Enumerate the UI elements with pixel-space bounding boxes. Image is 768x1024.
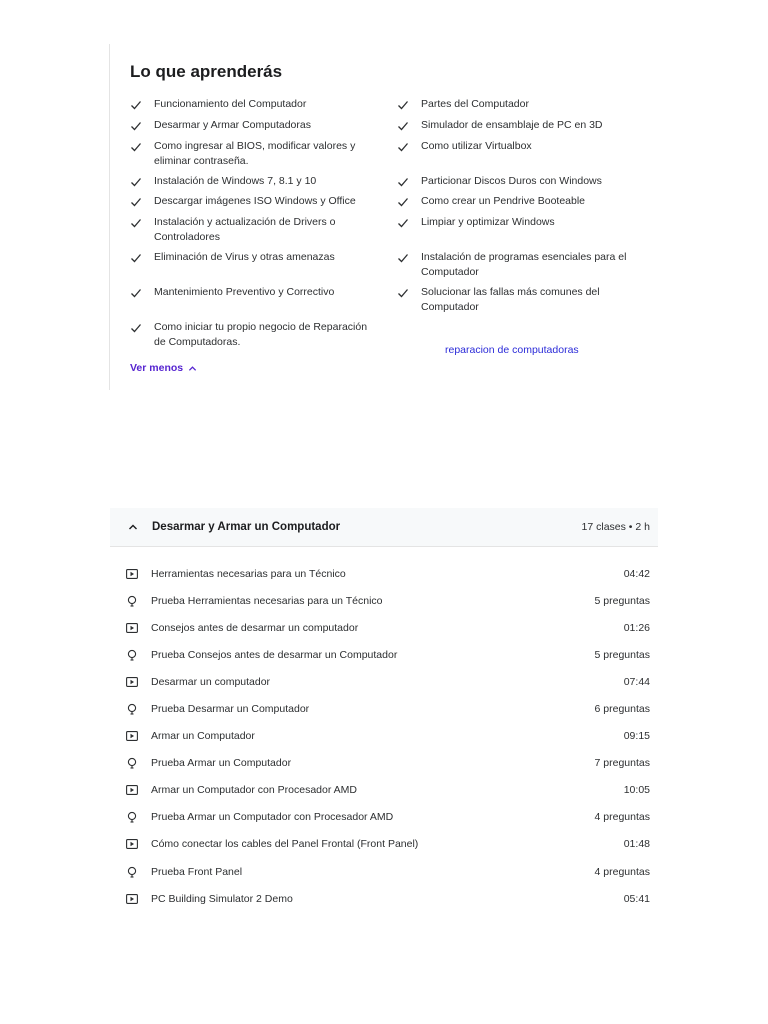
lecture-duration: 01:48	[623, 838, 650, 851]
lecture-item[interactable]	[126, 560, 650, 587]
play-icon	[126, 893, 138, 905]
lecture-title: Armar un Computador con Procesador AMD	[151, 784, 358, 797]
check-icon	[130, 176, 142, 188]
curriculum-section	[110, 508, 658, 547]
lecture-title: Prueba Herramientas necesarias para un Técnico	[151, 594, 383, 607]
lecture-title: PC Building Simulator 2 Demo	[151, 892, 293, 905]
section-title: Desarmar y Armar un Computador	[152, 521, 341, 533]
check-icon	[130, 120, 142, 132]
check-icon	[397, 252, 409, 264]
lecture-duration: 07:44	[623, 675, 650, 688]
learn-item: Mantenimiento Preventivo y Correctivo	[130, 285, 370, 300]
lecture-item[interactable]	[126, 804, 650, 831]
check-icon	[397, 196, 409, 208]
chevron-up-icon	[188, 364, 197, 373]
lecture-item[interactable]	[126, 695, 650, 722]
lecture-item[interactable]	[126, 641, 650, 668]
learn-item: Como utilizar Virtualbox	[397, 139, 637, 154]
play-icon	[126, 838, 138, 850]
see-less-button[interactable]	[130, 362, 197, 374]
lecture-list	[126, 560, 650, 912]
check-icon	[130, 252, 142, 264]
check-icon	[130, 322, 142, 334]
check-icon	[397, 287, 409, 299]
lecture-title: Desarmar un computador	[151, 675, 271, 688]
lecture-item[interactable]	[126, 750, 650, 777]
lecture-item[interactable]	[126, 587, 650, 614]
quiz-icon	[126, 703, 138, 715]
check-icon	[130, 217, 142, 229]
lecture-item[interactable]	[126, 858, 650, 885]
learn-item: Instalación de programas esenciales para el Computador	[397, 250, 637, 280]
section-header[interactable]	[110, 508, 658, 547]
play-icon	[126, 730, 138, 742]
lecture-title: Prueba Armar un Computador con Procesador AMD	[151, 811, 394, 824]
quiz-icon	[126, 649, 138, 661]
learn-item: Simulador de ensamblaje de PC en 3D	[397, 118, 637, 133]
check-icon	[397, 99, 409, 111]
check-icon	[397, 141, 409, 153]
check-icon	[130, 99, 142, 111]
lecture-title: Prueba Consejos antes de desarmar un Computador	[151, 648, 398, 661]
play-icon	[126, 784, 138, 796]
play-icon	[126, 676, 138, 688]
learn-item: Funcionamiento del Computador	[130, 97, 370, 112]
lecture-title: Prueba Front Panel	[151, 865, 243, 878]
lecture-duration: 6 preguntas	[594, 703, 650, 716]
lecture-duration: 10:05	[623, 784, 650, 797]
course-link[interactable]: reparacion de computadoras	[445, 344, 579, 356]
learn-title: Lo que aprenderás	[130, 62, 283, 81]
learn-item: Partes del Computador	[397, 97, 637, 112]
play-icon	[126, 622, 138, 634]
learn-item: Eliminación de Virus y otras amenazas	[130, 250, 370, 265]
learn-item: Instalación y actualización de Drivers o Controladores	[130, 215, 370, 245]
check-icon	[130, 287, 142, 299]
quiz-icon	[126, 866, 138, 878]
learn-item: Particionar Discos Duros con Windows	[397, 174, 637, 189]
quiz-icon	[126, 811, 138, 823]
lecture-duration: 09:15	[623, 730, 650, 743]
lecture-title: Cómo conectar los cables del Panel Frontal (Front Panel)	[151, 838, 419, 851]
lecture-item[interactable]	[126, 668, 650, 695]
learn-item: Como crear un Pendrive Booteable	[397, 194, 637, 209]
lecture-item[interactable]	[126, 614, 650, 641]
lecture-duration: 04:42	[623, 567, 650, 580]
quiz-icon	[126, 757, 138, 769]
lecture-duration: 7 preguntas	[594, 757, 650, 770]
lecture-duration: 4 preguntas	[594, 811, 650, 824]
check-icon	[130, 196, 142, 208]
lecture-item[interactable]	[126, 885, 650, 912]
lecture-item[interactable]	[126, 831, 650, 858]
see-less-label: Ver menos	[130, 362, 184, 374]
lecture-title: Prueba Desarmar un Computador	[151, 703, 310, 716]
lecture-item[interactable]	[126, 723, 650, 750]
lecture-duration: 05:41	[623, 892, 650, 905]
play-icon	[126, 568, 138, 580]
lecture-duration: 4 preguntas	[594, 865, 650, 878]
lecture-duration: 5 preguntas	[594, 648, 650, 661]
learn-item: Descargar imágenes ISO Windows y Office	[130, 194, 370, 209]
what-you-will-learn	[109, 44, 669, 390]
quiz-icon	[126, 595, 138, 607]
lecture-item[interactable]	[126, 777, 650, 804]
lecture-title: Armar un Computador	[151, 730, 255, 743]
lecture-title: Herramientas necesarias para un Técnico	[151, 567, 346, 580]
learn-item: Desarmar y Armar Computadoras	[130, 118, 370, 133]
learn-item: Limpiar y optimizar Windows	[397, 215, 637, 230]
section-meta: 17 clases • 2 h	[581, 521, 650, 533]
check-icon	[397, 176, 409, 188]
check-icon	[397, 120, 409, 132]
learn-item: Como iniciar tu propio negocio de Reparación de Computadoras.	[130, 320, 370, 350]
learn-item: Instalación de Windows 7, 8.1 y 10	[130, 174, 370, 189]
check-icon	[397, 217, 409, 229]
lecture-duration: 01:26	[623, 621, 650, 634]
learn-item: Solucionar las fallas más comunes del Computador	[397, 285, 637, 315]
check-icon	[130, 141, 142, 153]
learn-item: Como ingresar al BIOS, modificar valores y eliminar contraseña.	[130, 139, 370, 169]
lecture-duration: 5 preguntas	[594, 594, 650, 607]
lecture-title: Consejos antes de desarmar un computador	[151, 621, 359, 634]
chevron-up-icon	[128, 522, 138, 532]
lecture-title: Prueba Armar un Computador	[151, 757, 292, 770]
